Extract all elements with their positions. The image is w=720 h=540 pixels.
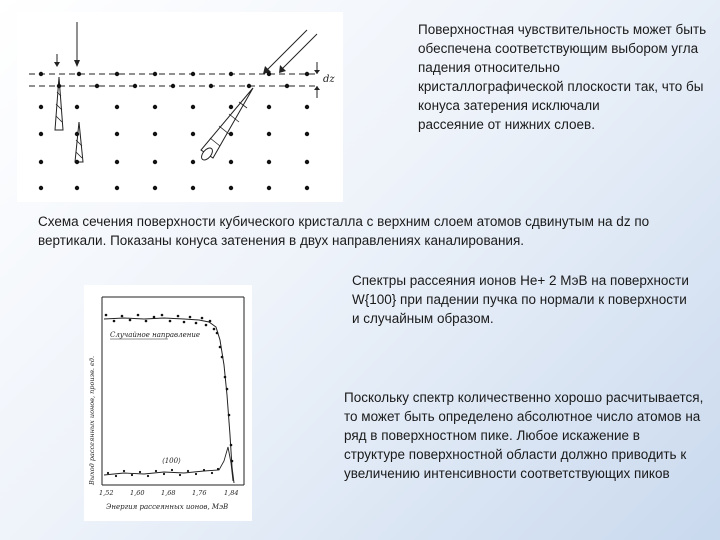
spectrum-point <box>155 470 157 472</box>
beam-arrowhead-normal <box>74 60 80 67</box>
spectrum-point <box>113 320 116 323</box>
atom-dot <box>229 105 233 109</box>
shadow-cone-vertical-2 <box>75 122 83 162</box>
dz-label: dz <box>323 74 335 85</box>
atom-dot <box>229 186 233 190</box>
spectrum-point <box>147 475 149 477</box>
spectrum-point <box>195 473 197 475</box>
spectrum-point <box>189 316 192 319</box>
atom-dot <box>267 132 271 136</box>
atom-dot <box>305 72 309 76</box>
surface-sensitivity-text: Поверхностная чувствительность может быть обеспечена соответствующим выбором угла падения относительно кристаллографической плоскости так, что бы конуса затерения исключали рассеяние от нижних слоев. <box>418 22 707 132</box>
atom-dot <box>305 105 309 109</box>
atom-dot <box>305 186 309 190</box>
atom-dot <box>95 84 99 88</box>
spectrum-point <box>139 471 141 473</box>
channel-direction-label: ⟨100⟩ <box>162 457 181 465</box>
random-direction-label: Случайное направление <box>110 331 200 339</box>
spectrum-point <box>217 468 219 470</box>
spectrum-point <box>177 315 180 318</box>
spectrum-point <box>201 317 204 320</box>
atom-dot <box>191 132 195 136</box>
atom-dot <box>39 72 43 76</box>
spectrum-point <box>131 474 133 476</box>
atom-dot <box>75 160 79 164</box>
spectrum-point <box>205 324 208 327</box>
spectrum-point <box>211 472 213 474</box>
atom-dot <box>305 132 309 136</box>
spectrum-point <box>163 473 165 475</box>
atom-dot <box>285 84 289 88</box>
atom-dot <box>153 160 157 164</box>
atom-dot <box>57 84 61 88</box>
atom-dot <box>229 132 233 136</box>
beam-arrowhead-short <box>54 62 60 67</box>
spectrum-point <box>226 388 229 391</box>
spectrum-point <box>145 320 148 323</box>
x-tick-label: 1,76 <box>192 489 207 497</box>
atom-dot <box>39 105 43 109</box>
atom-dot <box>77 72 81 76</box>
atom-dot <box>115 160 119 164</box>
spectrum-point <box>121 315 124 318</box>
spectrum-point <box>123 470 125 472</box>
atom-dot <box>39 132 43 136</box>
atom-dot <box>191 160 195 164</box>
atom-dot <box>133 84 137 88</box>
atom-dot <box>267 186 271 190</box>
x-tick-label: 1,60 <box>130 489 145 497</box>
crystal-section-diagram <box>17 12 343 202</box>
atom-dot <box>153 72 157 76</box>
spectrum-point <box>216 332 219 335</box>
x-tick-label: 1,68 <box>161 489 176 497</box>
atom-dot <box>115 72 119 76</box>
atom-dot <box>75 105 79 109</box>
spectrum-point <box>221 356 224 359</box>
spectrum-point <box>105 314 108 317</box>
y-axis-label: Выход рассеянных ионов, произв. ед. <box>88 355 96 485</box>
atom-dot <box>191 105 195 109</box>
spectrum-point <box>137 314 140 317</box>
spectrum-point <box>107 472 109 474</box>
spectrum-point <box>183 321 186 324</box>
atom-dot <box>39 160 43 164</box>
atom-dot <box>191 186 195 190</box>
rbs-spectrum-figure <box>84 285 252 521</box>
beam-arrow-diagonal-1 <box>282 34 317 69</box>
spectrum-point <box>228 414 231 417</box>
spectrum-point <box>213 328 216 331</box>
atom-dot <box>115 186 119 190</box>
spectra-caption: Спектры рассеяния ионов He+ 2 МэВ на поверхности W{100} при падении пучка по нормали к поверхности и случайным образом. <box>352 273 689 326</box>
spectrum-point <box>171 469 173 471</box>
atom-dot <box>247 84 251 88</box>
spectrum-point <box>219 346 222 349</box>
atom-dot <box>191 72 195 76</box>
atom-dot <box>171 84 175 88</box>
dz-arrowhead-top <box>314 70 320 74</box>
shadow-cone-diagonal <box>201 88 253 158</box>
atom-dot <box>267 105 271 109</box>
atom-dot <box>267 72 271 76</box>
spectrum-point <box>179 474 181 476</box>
atom-dot <box>75 186 79 190</box>
spectrum-point <box>129 319 132 322</box>
spectrum-point <box>187 470 189 472</box>
atom-dot <box>153 186 157 190</box>
atom-dot <box>153 132 157 136</box>
x-tick-label: 1,52 <box>99 489 114 497</box>
spectrum-point <box>161 314 164 317</box>
spectrum-point <box>203 469 205 471</box>
crystal-section-figure <box>17 12 343 202</box>
atom-dot <box>115 105 119 109</box>
x-axis-label: Энергия рассеянных ионов, МэВ <box>106 503 229 511</box>
spectrum-point <box>195 322 198 325</box>
atom-dot <box>209 84 213 88</box>
atom-dot <box>229 72 233 76</box>
rbs-spectrum-plot <box>84 285 252 521</box>
spectrum-point <box>224 376 227 379</box>
spectrum-point <box>115 475 117 477</box>
atom-dot <box>229 160 233 164</box>
spectrum-point <box>153 316 156 319</box>
scheme-caption: Схема сечения поверхности кубического кристалла с верхним слоем атомов сдвинутым на dz по вертикали. Показаны конуса затенения в двух направлениях каналирования. <box>38 214 650 248</box>
spectrum-point <box>169 320 172 323</box>
atom-dot <box>39 186 43 190</box>
atom-dot <box>75 132 79 136</box>
dz-arrowhead-bottom <box>314 86 320 90</box>
atom-dot <box>115 132 119 136</box>
spectrum-point <box>230 444 233 447</box>
x-tick-label: 1,84 <box>224 489 239 497</box>
atom-dot <box>153 105 157 109</box>
atom-dot <box>305 160 309 164</box>
atom-dot <box>267 160 271 164</box>
spectrum-point <box>209 320 212 323</box>
quantitative-analysis-text: Поскольку спектр количественно хорошо расчитывается, то может быть определено абсолютное число атомов на ряд в поверхностном пике. Любое искажение в структуре поверхностной области должно приводить к увеличению интенсивности соответствующих пиков <box>344 390 704 481</box>
